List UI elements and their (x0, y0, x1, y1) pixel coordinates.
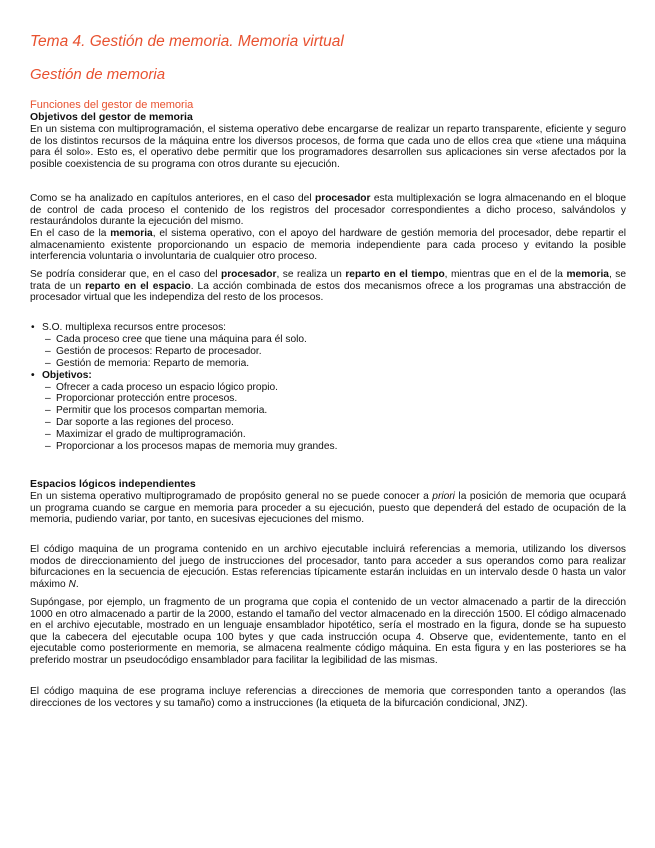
list-subitem: – Cada proceso cree que tiene una máquina para él solo. (30, 334, 626, 346)
list-subitem: – Dar soporte a las regiones del proceso. (30, 417, 626, 429)
page-title: Tema 4. Gestión de memoria. Memoria virtual (30, 33, 344, 50)
list-subitem: – Permitir que los procesos compartan memoria. (30, 405, 626, 417)
list-item: • Objetivos: (30, 370, 626, 382)
paragraph-3: En el caso de la memoria, el sistema operativo, con el apoyo del hardware de gestión memoria del procesador, debe repartir el almacenamiento existente proporcionando un espacio de memoria independiente para cada proceso y evitando la posible interferencia voluntaria o involuntaria de cualquier otro proceso. (30, 228, 627, 263)
list-subitem: – Gestión de procesos: Reparto de procesador. (30, 346, 626, 358)
paragraph-7: Supóngase, por ejemplo, un fragmento de un programa que copia el contenido de un vector almacenado a partir de la dirección 1000 en otro almacenado a partir de la 2000, estando el tamaño del vector almacenado en la dirección 1500. El código almacenado en el archivo ejecutable, mostrado en un lenguaje ensamblador hipotético, sería el mostrado en la figura, donde se ha supuesto que la cabecera del ejecutable ocupa 100 bytes y que cada instrucción ocupa 4. Observe que, evidentemente, tanto en el ejecutable como posteriormente en memoria, se almacena realmente código máquina. En esta figura y en las posteriores se ha preferido mostrar un pseudocódigo ensamblador para facilitar la legibilidad de las mismas. (30, 597, 626, 666)
paragraph-5: En un sistema operativo multiprogramado de propósito general no se puede conocer a priori la posición de memoria que ocupará un programa cuando se cargue en memoria para proceder a su ejecución, puesto que dependerá del estado de ocupación de la memoria, pudiendo variar, por tanto, en sucesivas ejecuciones del mismo. (30, 491, 627, 526)
list-subitem: – Proporcionar protección entre procesos. (30, 393, 626, 405)
paragraph-6: El código maquina de un programa contenido en un archivo ejecutable incluirá referencias a memoria, utilizando los diversos modos de direccionamiento del juego de instrucciones del procesador, tanto para acceder a sus operandos como para realizar bifurcaciones en la secuencia de ejecución. Estas referencias típicamente estarán incluidas en un intervalo desde 0 hasta un valor máximo N. (30, 544, 626, 590)
paragraph-8: El código maquina de ese programa incluye referencias a direcciones de memoria que corresponden tanto a operandos (las direcciones de los vectores y su tamaño) como a instrucciones (la etiqueta de la bifurcación condicional, JNZ). (30, 686, 626, 709)
list-subitem: – Proporcionar a los procesos mapas de memoria muy grandes. (30, 441, 626, 453)
paragraph-4: Se podría considerar que, en el caso del procesador, se realiza un reparto en el tiempo, mientras que en el de la memoria, se trata de un reparto en el espacio. La acción combinada de estos dos mecanismos ofrece a los programas una abstracción de procesador virtual que les independiza del resto de los procesos. (30, 269, 627, 304)
section-heading: Gestión de memoria (30, 66, 166, 83)
list-subitem: – Gestión de memoria: Reparto de memoria. (30, 358, 626, 370)
objetivos-heading: Objetivos del gestor de memoria (30, 111, 193, 123)
list-subitem: – Maximizar el grado de multiprogramación. (30, 429, 626, 441)
espacios-heading: Espacios lógicos independientes (30, 478, 196, 490)
list-item: • S.O. multiplexa recursos entre procesos: (30, 322, 626, 334)
list-subitem: – Ofrecer a cada proceso un espacio lógico propio. (30, 382, 626, 394)
subsection-heading: Funciones del gestor de memoria (30, 99, 194, 111)
paragraph-1: En un sistema con multiprogramación, el sistema operativo debe encargarse de realizar un reparto transparente, eficiente y seguro de los distintos recursos de la máquina entre los diversos procesos, de forma que cada uno de ellos crea que «tiene una máquina para él solo». Esto es, el operativo debe permitir que los programadores desarrollen sus aplicaciones sin verse afectados por la posible coexistencia de su programa con otros durante su ejecución. (30, 124, 626, 170)
bullet-list (30, 322, 626, 453)
paragraph-2: Como se ha analizado en capítulos anteriores, en el caso del procesador esta multiplexación se logra almacenando en el bloque de control de cada proceso el contenido de los registros del procesador correspondientes a dicho proceso, salvándolos y restaurándolos durante la ejecución del mismo. (30, 193, 626, 228)
